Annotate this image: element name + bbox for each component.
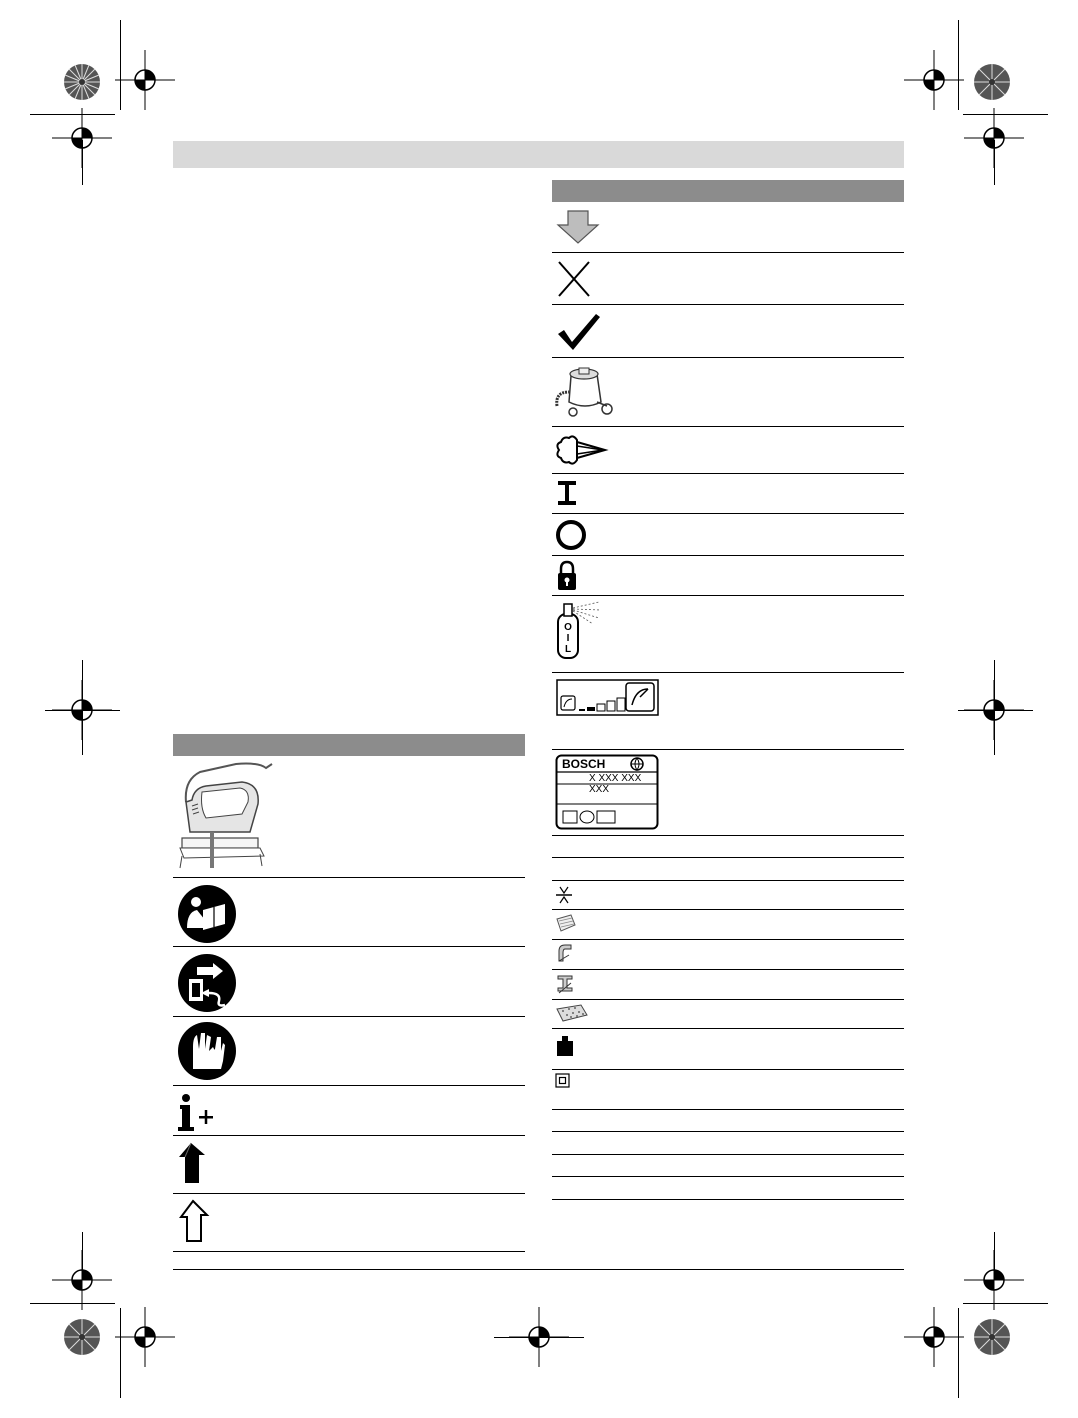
row-divider (552, 1199, 904, 1200)
lock-icon (556, 560, 578, 592)
read-manual-icon (177, 884, 237, 944)
row-divider (552, 304, 904, 305)
crop-line (994, 1232, 995, 1277)
row-divider (552, 880, 904, 881)
protection-class-icon (555, 1073, 571, 1089)
unplug-icon (177, 953, 237, 1013)
registration-target (904, 50, 964, 110)
row-divider (552, 1154, 904, 1155)
row-divider (552, 555, 904, 556)
arrow-up-filled-icon (177, 1141, 211, 1185)
row-divider (173, 877, 525, 878)
row-divider (552, 426, 904, 427)
crop-line (30, 1303, 115, 1304)
row-divider (552, 1069, 904, 1070)
crop-line (958, 710, 1033, 711)
wood-material-icon (555, 913, 577, 933)
row-divider (173, 1193, 525, 1194)
speed-selection-icon (556, 679, 660, 717)
row-divider (173, 946, 525, 947)
row-divider (552, 749, 904, 750)
symbols-table-header (552, 180, 904, 202)
row-divider (552, 357, 904, 358)
aluminium-material-icon (555, 943, 575, 965)
oil-spray-icon (553, 600, 603, 662)
row-divider (552, 857, 904, 858)
row-divider (552, 835, 904, 836)
cross-icon (556, 260, 592, 298)
row-divider (173, 1251, 525, 1252)
row-divider (552, 999, 904, 1000)
crop-line (82, 140, 83, 185)
registration-target (115, 1307, 175, 1367)
switch-off-icon (555, 519, 587, 551)
dust-extractor-icon (553, 362, 615, 420)
jigsaw-icon (176, 760, 276, 872)
row-divider (173, 1135, 525, 1136)
crop-line (82, 1232, 83, 1277)
type-plate-icon (555, 754, 659, 830)
row-divider (552, 672, 904, 673)
additional-info-icon (177, 1093, 217, 1131)
warning-table-header (173, 734, 525, 756)
switch-on-icon (556, 479, 578, 507)
color-registration-wheel (973, 63, 1011, 101)
oil-label: O I L (564, 622, 572, 655)
color-registration-wheel (63, 63, 101, 101)
crop-line (994, 140, 995, 185)
row-divider (552, 909, 904, 910)
row-divider (552, 1109, 904, 1110)
protective-gloves-icon (177, 1021, 237, 1081)
row-divider (552, 1131, 904, 1132)
row-divider (552, 1028, 904, 1029)
row-divider (173, 1016, 525, 1017)
row-divider (552, 969, 904, 970)
row-divider (552, 473, 904, 474)
row-divider (552, 939, 904, 940)
crop-line (963, 1303, 1048, 1304)
weight-icon (555, 1035, 575, 1057)
air-blow-icon (555, 432, 609, 468)
crop-line (82, 660, 83, 755)
arrow-down-icon (556, 209, 600, 245)
registration-target (904, 1307, 964, 1367)
plate-number: X XXX XXX XXX (589, 773, 642, 795)
row-divider (552, 1176, 904, 1177)
row-divider (552, 252, 904, 253)
steel-material-icon (555, 973, 575, 995)
crop-line (494, 1337, 584, 1338)
page-footer-rule (173, 1269, 904, 1270)
arrow-up-outline-icon (177, 1199, 211, 1243)
row-divider (173, 1085, 525, 1086)
row-divider (552, 513, 904, 514)
cutting-depth-icon (555, 885, 573, 905)
crop-line (994, 660, 995, 755)
chipboard-material-icon (555, 1003, 589, 1023)
page-header-bar (173, 141, 904, 168)
plate-brand: BOSCH (562, 757, 606, 771)
crop-line (45, 710, 120, 711)
color-registration-wheel (63, 1318, 101, 1356)
registration-target (115, 50, 175, 110)
color-registration-wheel (973, 1318, 1011, 1356)
row-divider (552, 595, 904, 596)
checkmark-icon (556, 312, 602, 352)
